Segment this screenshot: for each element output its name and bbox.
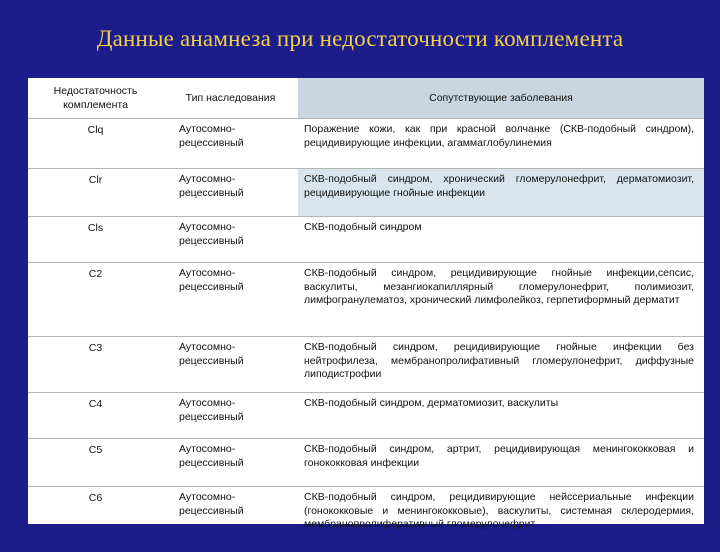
cell-inheritance: Аутосомно-рецессивный [163, 217, 298, 263]
cell-inheritance: Аутосомно-рецессивный [163, 487, 298, 552]
cell-diseases: СКВ-подобный синдром [298, 217, 704, 263]
cell-component: Cls [28, 217, 163, 263]
cell-component: C3 [28, 337, 163, 393]
data-table [28, 78, 704, 552]
table-row [28, 217, 704, 263]
slide-title: Данные анамнеза при недостаточности комплемента [0, 26, 720, 52]
cell-diseases: СКВ-подобный синдром, дерматомиозит, васкулиты [298, 393, 704, 439]
cell-inheritance: Аутосомно-рецессивный [163, 263, 298, 337]
table-row [28, 263, 704, 337]
cell-inheritance: Аутосомно-рецессивный [163, 337, 298, 393]
header-inheritance: Тип наследования [163, 78, 298, 119]
table-row [28, 487, 704, 552]
cell-inheritance: Аутосомно-рецессивный [163, 169, 298, 217]
cell-inheritance: Аутосомно-рецессивный [163, 119, 298, 169]
table-row [28, 337, 704, 393]
complement-table [28, 78, 704, 524]
cell-component: Clq [28, 119, 163, 169]
cell-component: C2 [28, 263, 163, 337]
cell-inheritance: Аутосомно-рецессивный [163, 439, 298, 487]
table-row [28, 169, 704, 217]
cell-diseases: СКВ-подобный синдром, артрит, рецидивирующая менингококковая и гонококковая инфекции [298, 439, 704, 487]
table-row [28, 393, 704, 439]
cell-component: C5 [28, 439, 163, 487]
header-diseases: Сопутствующие заболевания [298, 78, 704, 119]
cell-component: Clr [28, 169, 163, 217]
cell-diseases: СКВ-подобный синдром, рецидивирующие гнойные инфекции,сепсис, васкулиты, мезангиокапиллярный гломерулонефрит, полимиозит, лимфогранулематоз, хронический лимфолейкоз, герпетиформный дерматит [298, 263, 704, 337]
header-deficiency: Недостаточность комплемента [28, 78, 163, 119]
table-header-row [28, 78, 704, 119]
cell-component: C4 [28, 393, 163, 439]
cell-diseases: СКВ-подобный синдром, рецидивирующие нейссериальные инфекции (гонококковые и менингококковые), васкулиты, системная склеродермия, мембранопролиферативный гломерулонефрит [298, 487, 704, 552]
cell-diseases: Поражение кожи, как при красной волчанке (СКВ-подобный синдром), рецидивирующие инфекции, агаммаглобулинемия [298, 119, 704, 169]
cell-component: C6 [28, 487, 163, 552]
table-row [28, 439, 704, 487]
table-row [28, 119, 704, 169]
cell-inheritance: Аутосомно-рецессивный [163, 393, 298, 439]
cell-diseases: СКВ-подобный синдром, рецидивирующие гнойные инфекции без нейтрофилеза, мембранопролифативный гломерулонефрит, диффузные липодистрофии [298, 337, 704, 393]
cell-diseases: СКВ-подобный синдром, хронический гломерулонефрит, дерматомиозит, рецидивирующие гнойные инфекции [298, 169, 704, 217]
